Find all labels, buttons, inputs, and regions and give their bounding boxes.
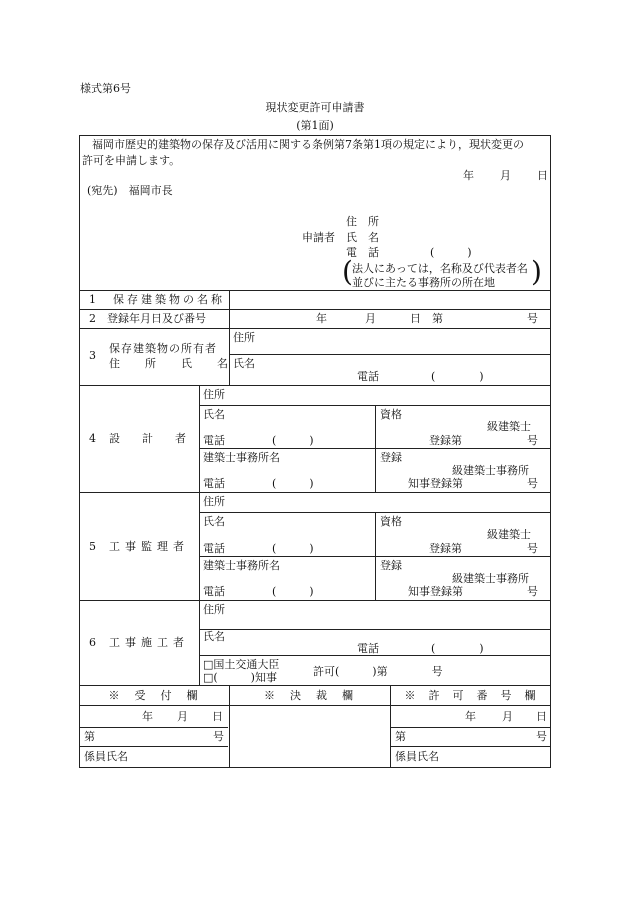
permit-no-prefix: 第 (395, 730, 406, 743)
permit-day: 日 (536, 710, 547, 723)
row4-phone-label: 電話 (203, 434, 225, 447)
row4-qualification-label: 資格 (380, 408, 402, 421)
row5-issue: 号 (527, 542, 538, 555)
row5-label: 工事監理者 (109, 540, 189, 553)
reception-staff: 係員氏名 (84, 750, 128, 763)
row5-top (79, 492, 551, 493)
row5-office-issue: 号 (527, 585, 538, 598)
intro-text-line2: 許可を申請します。 (82, 154, 181, 167)
row3-num: 3 (89, 349, 96, 362)
row4-reg-no: 登録第 (429, 434, 462, 447)
reception-year: 年 (142, 710, 153, 723)
row4-name-label: 氏名 (203, 408, 225, 421)
row5-office-phone-paren: ( ) (272, 585, 314, 598)
frame-bottom (79, 767, 551, 768)
row2-top (79, 309, 551, 310)
reception-no-suffix: 号 (213, 730, 224, 743)
row6-phone-paren: ( ) (431, 642, 484, 655)
applicant-label: 申請者 (302, 231, 335, 244)
reception-month: 月 (177, 710, 188, 723)
row2-year: 年 (316, 312, 327, 325)
row5-phone-paren: ( ) (272, 542, 314, 555)
row6-permit-option-governor[interactable]: □( )知事 (203, 671, 277, 684)
date-year: 年 (463, 169, 474, 182)
row2-day-no: 日 第 (410, 312, 443, 325)
row6-phone-label: 電話 (357, 642, 379, 655)
row4-label: 設計者 (109, 432, 208, 445)
permit-month: 月 (502, 710, 513, 723)
row2-month: 月 (365, 312, 376, 325)
row6-line-a (199, 629, 551, 630)
decision-header: ※ 決 裁 欄 (264, 689, 355, 702)
row5-col-divider (375, 512, 376, 601)
row3-mid (229, 354, 551, 355)
frame-right (550, 135, 551, 768)
row5-num: 5 (89, 540, 96, 553)
bottom-right-line1 (390, 727, 551, 728)
row6-address-label: 住所 (203, 603, 225, 616)
row6-permit-text: 許可( )第 号 (313, 665, 443, 678)
row4-office-phone-label: 電話 (203, 477, 225, 490)
intro-text-line1: 福岡市歴史的建築物の保存及び活用に関する条例第7条第1項の規定により，現状変更の (92, 138, 524, 151)
row4-col-divider (375, 405, 376, 493)
row6-num: 6 (89, 636, 96, 649)
permit-number-header: ※ 許 可 番 号 欄 (404, 689, 537, 702)
row5-phone-label: 電話 (203, 542, 225, 555)
row4-governor-reg: 知事登録第 (408, 477, 463, 490)
row1-label: 1 保存建築物の名称 (89, 293, 225, 306)
applicant-phone-paren: ( ) (430, 246, 472, 259)
row6-top (79, 600, 551, 601)
row4-num: 4 (89, 432, 96, 445)
row3-phone-label: 電話 (357, 370, 379, 383)
row6-label: 工事施工者 (109, 636, 189, 649)
row4-phone-paren: ( ) (272, 434, 314, 447)
row4-registration-label: 登録 (380, 451, 402, 464)
bottom-header-line (79, 705, 551, 706)
row4-office-class: 級建築士事務所 (452, 464, 529, 477)
date-month: 月 (500, 169, 511, 182)
row5-office-class: 級建築士事務所 (452, 572, 529, 585)
bottom-right-line2 (390, 746, 551, 747)
form-title: 現状変更許可申請書 (265, 101, 365, 114)
corp-note-open-paren: ( (342, 255, 353, 288)
row3-top (79, 328, 551, 329)
permit-staff: 係員氏名 (395, 750, 439, 763)
label-divider-lower (199, 385, 200, 686)
row2-number: 号 (527, 312, 538, 325)
building-name-field[interactable] (230, 291, 550, 309)
row5-architect-class: 級建築士 (487, 528, 531, 541)
form-number: 様式第6号 (80, 82, 131, 95)
applicant-name-label: 氏 名 (346, 231, 379, 244)
corp-note-line2: 並びに主たる事務所の所在地 (352, 276, 495, 289)
row5-address-label: 住所 (203, 495, 225, 508)
applicant-phone-label: 電 話 (346, 246, 379, 259)
row3-name-label: 氏名 (233, 357, 255, 370)
reception-header: ※ 受 付 欄 (108, 689, 200, 702)
row3-label-line2: 住 所 氏 名 (109, 357, 235, 370)
frame-top (79, 135, 551, 136)
row5-name-label: 氏名 (203, 515, 225, 528)
row4-address-label: 住所 (203, 388, 225, 401)
row5-office-name-label: 建築士事務所名 (203, 559, 280, 572)
date-day: 日 (537, 169, 548, 182)
row5-reg-no: 登録第 (429, 542, 462, 555)
row5-office-phone-label: 電話 (203, 585, 225, 598)
row5-governor-reg: 知事登録第 (408, 585, 463, 598)
corp-note-line1: 法人にあっては，名称及び代表者名 (352, 262, 528, 275)
reception-no-prefix: 第 (84, 730, 95, 743)
row4-office-issue: 号 (527, 477, 538, 490)
row4-issue: 号 (527, 434, 538, 447)
permit-year: 年 (465, 710, 476, 723)
bottom-left-line2 (79, 746, 228, 747)
row5-qualification-label: 資格 (380, 515, 402, 528)
row4-office-name-label: 建築士事務所名 (203, 451, 280, 464)
applicant-address-label: 住 所 (346, 215, 379, 228)
row4-architect-class: 級建築士 (487, 420, 531, 433)
row2-label: 2 登録年月日及び番号 (89, 312, 206, 325)
row5-registration-label: 登録 (380, 559, 402, 572)
row3-label-line1: 保存建築物の所有者 (109, 342, 217, 355)
row6-permit-option-minister[interactable]: □国土交通大臣 (203, 658, 280, 671)
row6-name-label: 氏名 (203, 630, 225, 643)
permit-no-suffix: 号 (536, 730, 547, 743)
reception-day: 日 (212, 710, 223, 723)
row3-phone-paren: ( ) (431, 370, 484, 383)
row4-top (79, 385, 551, 386)
bottom-left-line1 (79, 727, 228, 728)
corp-note-close-paren: ) (531, 255, 542, 288)
row4-office-phone-paren: ( ) (272, 477, 314, 490)
row6-line-b (199, 655, 551, 656)
page-indicator: (第1面) (296, 119, 334, 132)
bottom-top (79, 685, 551, 686)
row3-address-label: 住所 (233, 331, 255, 344)
frame-left (79, 135, 80, 768)
addressee: (宛先) 福岡市長 (87, 184, 173, 197)
